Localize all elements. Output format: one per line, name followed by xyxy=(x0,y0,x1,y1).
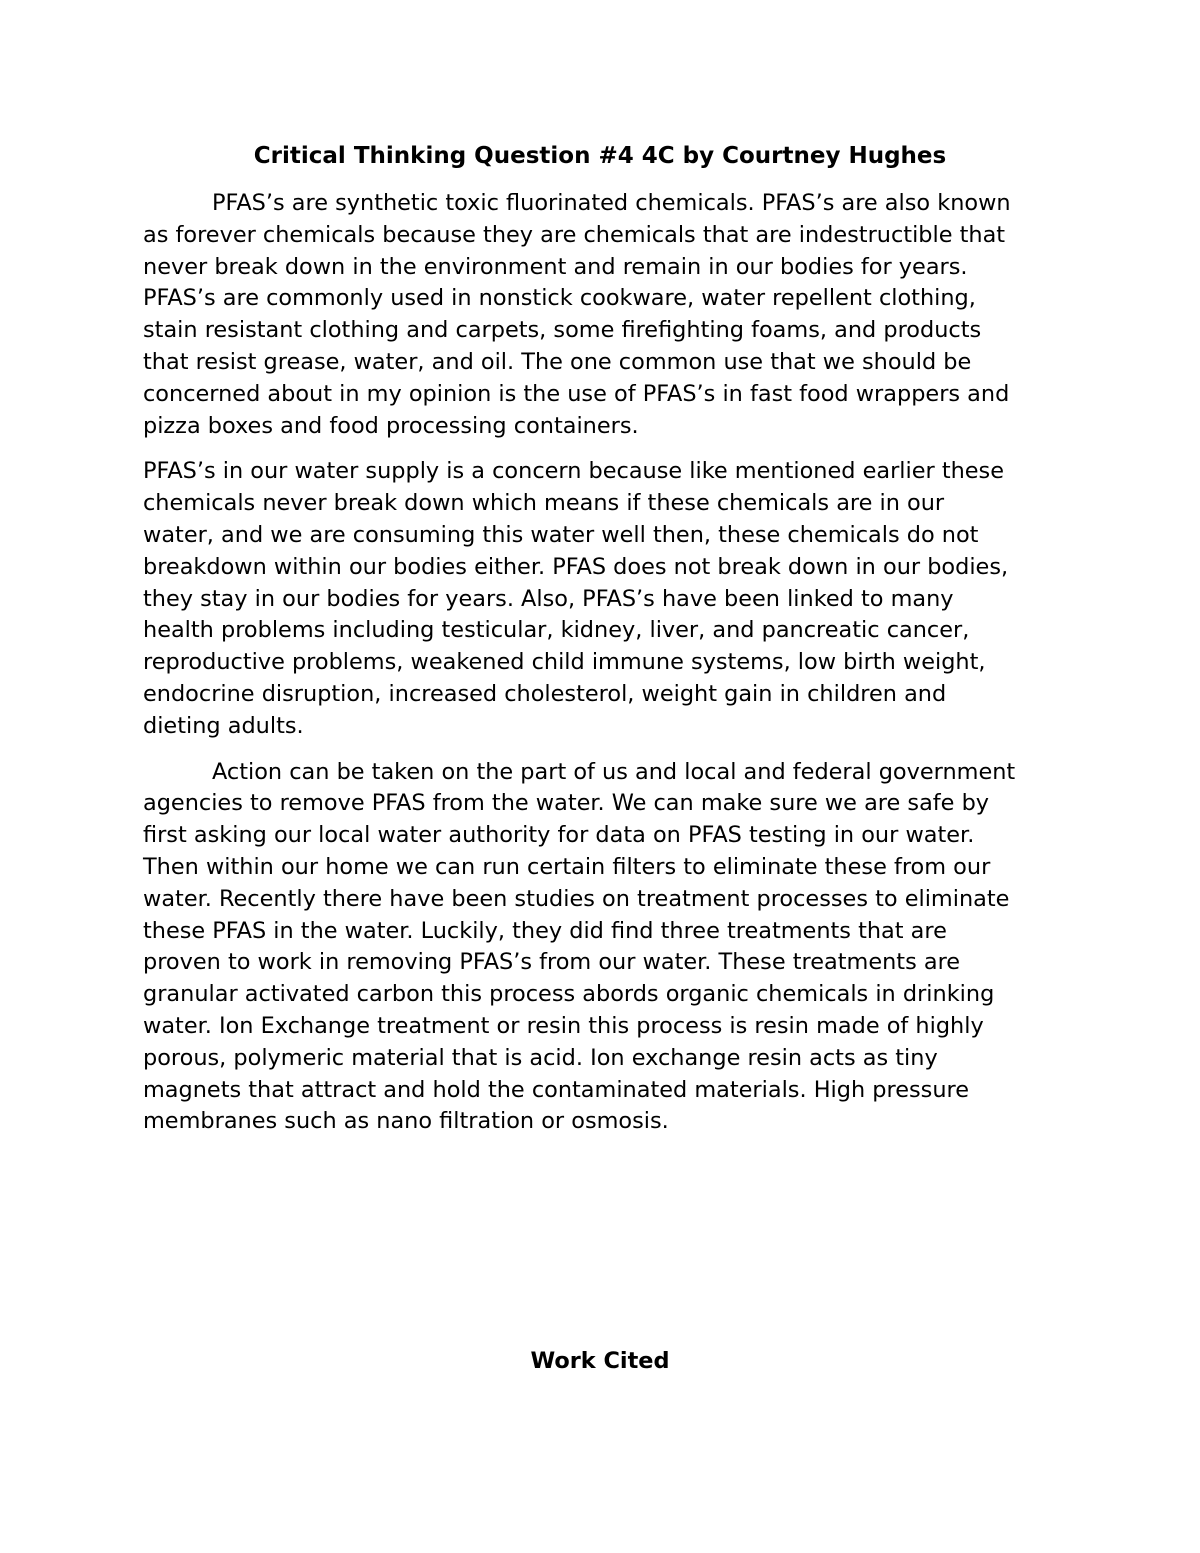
text-line: they stay in our bodies for years. Also, PFAS’s have been linked to many xyxy=(143,585,954,612)
text-line: first asking our local water authority for data on PFAS testing in our water. xyxy=(143,822,975,849)
text-line: pizza boxes and food processing containers. xyxy=(143,412,639,439)
text-line: chemicals never break down which means if these chemicals are in our xyxy=(143,490,945,517)
text-line: these PFAS in the water. Luckily, they did find three treatments that are xyxy=(143,917,947,944)
text-line: health problems including testicular, kidney, liver, and pancreatic cancer, xyxy=(143,617,970,644)
text-line: stain resistant clothing and carpets, some firefighting foams, and products xyxy=(143,317,982,344)
paragraph-1 xyxy=(143,188,1068,442)
text-line: magnets that attract and hold the contaminated materials. High pressure xyxy=(143,1076,969,1103)
text-line: membranes such as nano filtration or osmosis. xyxy=(143,1108,669,1135)
text-line: granular activated carbon this process abords organic chemicals in drinking xyxy=(143,981,995,1008)
text-line: never break down in the environment and remain in our bodies for years. xyxy=(143,253,968,280)
text-line: reproductive problems, weakened child immune systems, low birth weight, xyxy=(143,649,986,676)
text-line: water. Recently there have been studies on treatment processes to eliminate xyxy=(143,885,1010,912)
text-line: as forever chemicals because they are chemicals that are indestructible that xyxy=(143,221,1006,248)
paragraph-2 xyxy=(143,456,1068,742)
text-line: endocrine disruption, increased cholesterol, weight gain in children and xyxy=(143,680,947,707)
text-line: water, and we are consuming this water well then, these chemicals do not xyxy=(143,521,979,548)
text-line: concerned about in my opinion is the use of PFAS’s in fast food wrappers and xyxy=(143,380,1010,407)
text-line: porous, polymeric material that is acid. Ion exchange resin acts as tiny xyxy=(143,1044,938,1071)
text-line: proven to work in removing PFAS’s from our water. These treatments are xyxy=(143,949,961,976)
paragraph-3 xyxy=(143,757,1068,1139)
text-line: PFAS’s are synthetic toxic fluorinated chemicals. PFAS’s are also known xyxy=(212,190,1011,216)
works-cited-heading: Work Cited xyxy=(530,1348,670,1374)
document-body xyxy=(143,188,1068,1152)
text-line: Then within our home we can run certain filters to eliminate these from our xyxy=(143,853,991,880)
text-line: water. Ion Exchange treatment or resin this process is resin made of highly xyxy=(143,1012,984,1039)
text-line: breakdown within our bodies either. PFAS does not break down in our bodies, xyxy=(143,553,1009,580)
text-line: agencies to remove PFAS from the water. We can make sure we are safe by xyxy=(143,790,990,817)
text-line: PFAS’s are commonly used in nonstick cookware, water repellent clothing, xyxy=(143,285,976,312)
document-title: Critical Thinking Question #4 4C by Courtney Hughes xyxy=(253,143,947,169)
text-line: Action can be taken on the part of us and local and federal government xyxy=(212,758,1016,785)
text-line: PFAS’s in our water supply is a concern because like mentioned earlier these xyxy=(143,458,1004,485)
text-line: dieting adults. xyxy=(143,712,304,739)
text-line: that resist grease, water, and oil. The one common use that we should be xyxy=(143,348,972,375)
